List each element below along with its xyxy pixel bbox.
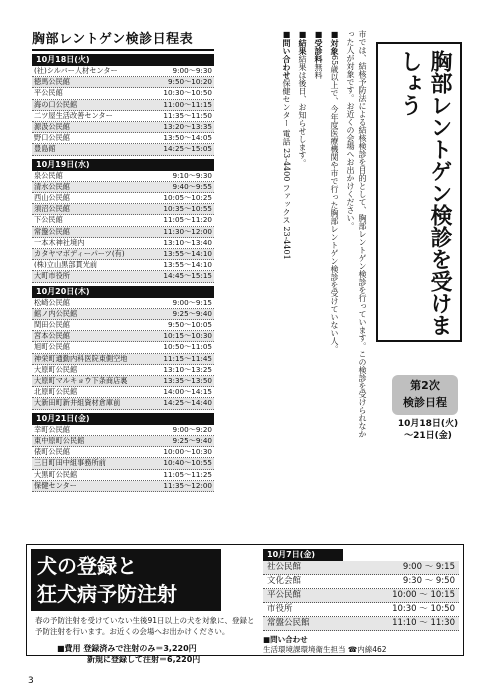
result-paragraph	[296, 30, 308, 440]
schedule-day-rows	[32, 298, 214, 410]
schedule-days	[32, 54, 214, 492]
result-heading: ■結果	[298, 30, 307, 55]
schedule-time: 13:55～14:10	[163, 249, 212, 259]
schedule-time: 13:10～13:40	[163, 237, 212, 247]
schedule-row	[32, 133, 214, 144]
schedule-place: 下公民館	[34, 215, 63, 225]
dog-table-place: 社公民館	[267, 562, 302, 572]
badge-line1: 第2次	[410, 379, 440, 392]
dog-table-time: 10:00 ～ 10:15	[392, 590, 455, 600]
schedule-day-rows	[32, 171, 214, 283]
schedule-row	[32, 398, 214, 409]
schedule-place: 北原町公民館	[34, 387, 78, 397]
schedule-time: 9:10～9:30	[172, 170, 212, 180]
schedule-time: 9:00～9:30	[172, 66, 212, 75]
schedule-row	[32, 122, 214, 133]
schedule-place: 一本木神社境内	[34, 237, 85, 247]
schedule-time: 9:00～9:20	[172, 424, 212, 434]
schedule-time: 11:35～12:00	[163, 480, 212, 490]
dog-table-time: 10:30 ～ 10:50	[392, 604, 455, 614]
schedule-time: 10:00～10:30	[163, 447, 212, 457]
page-number: 3	[28, 676, 34, 686]
schedule-place: 清水公民館	[34, 181, 70, 191]
dog-table-rows	[263, 561, 459, 631]
dog-table-row	[263, 575, 459, 589]
schedule-place: 大黒町公民館	[34, 469, 78, 479]
schedule-time: 14:25～14:40	[163, 398, 212, 408]
schedule-row	[32, 376, 214, 387]
schedule-place: 松崎公民館	[34, 297, 70, 307]
schedule-time: 9:25～9:40	[172, 308, 212, 318]
schedule-row	[32, 354, 214, 365]
schedule-day-heading: 10月19日(水)	[32, 159, 214, 171]
intro-paragraph: 市では、結核予防法による結核検診を目的として、胸部レントゲン検診を行っています。この検診を受けられなかった人が対象です。お近くの会場へお出かけください。	[346, 30, 367, 438]
schedule-row	[32, 171, 214, 182]
schedule-row	[32, 111, 214, 122]
schedule-row	[32, 66, 214, 77]
schedule-time: 10:40～10:55	[163, 458, 212, 468]
dog-fee	[57, 643, 257, 665]
schedule-place: カタヤマボディーパーツ(有)	[34, 249, 125, 259]
schedule-place: 大新田町新井組資材倉庫前	[34, 398, 121, 408]
schedule-row	[32, 447, 214, 458]
schedule-title: 胸部レントゲン検診日程表	[32, 28, 214, 51]
schedule-day	[32, 413, 214, 492]
contact-paragraph	[280, 30, 292, 440]
contact-text: 保健センター 電話 23-4400 ファックス 23-4401	[282, 79, 291, 260]
schedule-row	[32, 470, 214, 481]
schedule-time: 9:40～9:55	[172, 181, 212, 191]
date-end: ～21日(金)	[404, 431, 452, 441]
schedule-place: 閏田公民館	[34, 320, 70, 330]
schedule-place: 館ノ内公民館	[34, 308, 78, 318]
schedule-time: 9:50～10:20	[167, 77, 212, 87]
schedule-place: 豊島館	[34, 144, 56, 154]
target-text: 65歳以上で、今年度医療機関や市で行った胸部レントゲン検診を受けていない人。	[330, 55, 339, 354]
schedule-row	[32, 182, 214, 193]
schedule-row	[32, 100, 214, 111]
dog-table-place: 平公民館	[267, 590, 302, 600]
schedule-row	[32, 260, 214, 271]
schedule-place: 大町市役所	[34, 271, 70, 281]
schedule-time: 14:25～15:05	[163, 144, 212, 154]
schedule-place: (株)立山黒部貫光前	[34, 260, 98, 270]
schedule-day	[32, 54, 214, 156]
dog-contact	[263, 635, 459, 655]
schedule-time: 13:10～13:25	[163, 364, 212, 374]
result-text: 結果は後日、お知らせします。	[298, 55, 307, 167]
schedule-day-heading: 10月21日(金)	[32, 413, 214, 425]
schedule-time: 11:00～11:15	[163, 99, 212, 109]
schedule-place: 西山公民館	[34, 193, 70, 203]
schedule-day	[32, 286, 214, 410]
dog-schedule-table	[263, 549, 459, 631]
schedule-place: 源汲公民館	[34, 122, 70, 132]
schedule-time: 11:35～11:50	[163, 110, 212, 120]
schedule-time: 9:25～9:40	[172, 435, 212, 445]
schedule-day	[32, 159, 214, 283]
schedule-row	[32, 342, 214, 353]
schedule-place: 常盤公民館	[34, 226, 70, 236]
dog-table-row	[263, 617, 459, 631]
dog-table-time: 9:00 ～ 9:15	[402, 562, 455, 572]
schedule-day-heading: 10月20日(木)	[32, 286, 214, 298]
schedule-place: 宮本公民館	[34, 331, 70, 341]
schedule-time: 14:45～15:15	[163, 271, 212, 281]
schedule-row	[32, 436, 214, 447]
dog-description: 春の予防注射を受けていない生後91日以上の犬を対象に、登録と予防注射を行います。お近くの会場へお出かけください。	[35, 616, 255, 636]
schedule-place: 三日町田中組事務所前	[34, 458, 106, 468]
schedule-time: 14:00～14:15	[163, 387, 212, 397]
dog-fee-registered: 登録済みで注射のみ＝3,220円	[83, 644, 197, 653]
dog-table-time: 9:30 ～ 9:50	[402, 576, 455, 586]
dog-contact-heading: ■問い合わせ	[263, 635, 308, 644]
schedule-time: 13:55～14:10	[163, 260, 212, 270]
schedule-place: 神栄町通勤内科医院東側空地	[34, 353, 128, 363]
schedule-time: 10:35～10:55	[163, 204, 212, 214]
schedule-time: 10:50～11:05	[163, 342, 212, 352]
schedule-place: 平公民館	[34, 88, 63, 98]
dog-table-row	[263, 603, 459, 617]
body-text	[218, 30, 368, 440]
schedule-time: 9:00～9:15	[172, 297, 212, 307]
schedule-row	[32, 298, 214, 309]
date-start: 10月18日(火)	[397, 419, 459, 429]
dog-contact-text: 生活環境課環境衛生担当 ☎内線462	[263, 645, 387, 654]
schedule-place: 大原町マルキョウ下条商店裏	[34, 376, 128, 386]
fee-text: 無料	[314, 63, 323, 79]
dog-title-line2: 狂犬病予防注射	[37, 582, 177, 606]
schedule-time: 10:30～10:50	[163, 88, 212, 98]
fee-paragraph	[312, 30, 324, 440]
schedule-panel	[32, 28, 214, 533]
dog-table-row	[263, 561, 459, 575]
schedule-row	[32, 144, 214, 155]
schedule-time: 11:05～11:25	[163, 469, 212, 479]
dog-table-row	[263, 589, 459, 603]
schedule-row	[32, 331, 214, 342]
schedule-place: 大原町公民館	[34, 364, 78, 374]
schedule-place: 海の口公民館	[34, 99, 78, 109]
main-title: 胸部レントゲン検診を受けましょう	[397, 50, 452, 336]
schedule-badge	[392, 375, 458, 415]
schedule-row	[32, 77, 214, 88]
schedule-row	[32, 320, 214, 331]
dog-fee-new: 新規に登録して注射＝6,220円	[87, 655, 201, 664]
schedule-time: 11:30～12:00	[163, 226, 212, 236]
schedule-place: 旭町公民館	[34, 342, 70, 352]
schedule-row	[32, 387, 214, 398]
schedule-row	[32, 425, 214, 436]
dog-table-place: 市役所	[267, 604, 293, 614]
dog-fee-label: ■費用	[57, 644, 81, 653]
schedule-time: 10:05～10:25	[163, 193, 212, 203]
schedule-time: 13:20～13:35	[163, 122, 212, 132]
schedule-time: 13:50～14:05	[163, 133, 212, 143]
schedule-place: (社)シルバー人材センター	[34, 66, 118, 75]
target-paragraph	[328, 30, 340, 440]
schedule-row	[32, 227, 214, 238]
schedule-place: 徳馬公民館	[34, 77, 70, 87]
badge-line2: 検診日程	[403, 396, 447, 409]
dog-section	[26, 544, 464, 664]
schedule-row	[32, 238, 214, 249]
title-box	[376, 42, 462, 342]
schedule-row	[32, 365, 214, 376]
schedule-row	[32, 249, 214, 260]
dog-title-line1: 犬の登録と	[37, 554, 137, 578]
schedule-day-rows	[32, 66, 214, 156]
schedule-time: 9:50～10:05	[167, 320, 212, 330]
schedule-time: 13:35～13:50	[163, 376, 212, 386]
schedule-day-rows	[32, 425, 214, 492]
schedule-place: 東中原町公民館	[34, 435, 85, 445]
dog-table-place: 文化会館	[267, 576, 302, 586]
dog-table-date: 10月7日(金)	[263, 549, 343, 561]
schedule-day-heading: 10月18日(火)	[32, 54, 214, 66]
schedule-row	[32, 204, 214, 215]
schedule-row	[32, 309, 214, 320]
schedule-row	[32, 88, 214, 99]
dog-title	[31, 549, 221, 611]
dog-table-place: 常盤公民館	[267, 618, 310, 628]
schedule-row	[32, 458, 214, 469]
schedule-place: 須沼公民館	[34, 204, 70, 214]
schedule-row	[32, 193, 214, 204]
schedule-row	[32, 481, 214, 492]
schedule-row	[32, 215, 214, 226]
schedule-time: 11:05～11:20	[163, 215, 212, 225]
fee-heading: ■受診料	[314, 30, 323, 63]
schedule-time: 11:15～11:45	[163, 353, 212, 363]
target-heading: ■対象	[330, 30, 339, 55]
dog-table-time: 11:10 ～ 11:30	[392, 618, 455, 628]
schedule-time: 10:15～10:30	[163, 331, 212, 341]
contact-heading: ■問い合わせ	[282, 30, 291, 79]
schedule-place: 保健センター	[34, 480, 77, 490]
schedule-place: 野口公民館	[34, 133, 70, 143]
schedule-place: 二ツ屋生活改善センター	[34, 110, 113, 120]
schedule-place: 幸町公民館	[34, 424, 70, 434]
date-range	[392, 418, 464, 442]
schedule-place: 俵町公民館	[34, 447, 70, 457]
schedule-row	[32, 271, 214, 282]
schedule-place: 泉公民館	[34, 170, 63, 180]
